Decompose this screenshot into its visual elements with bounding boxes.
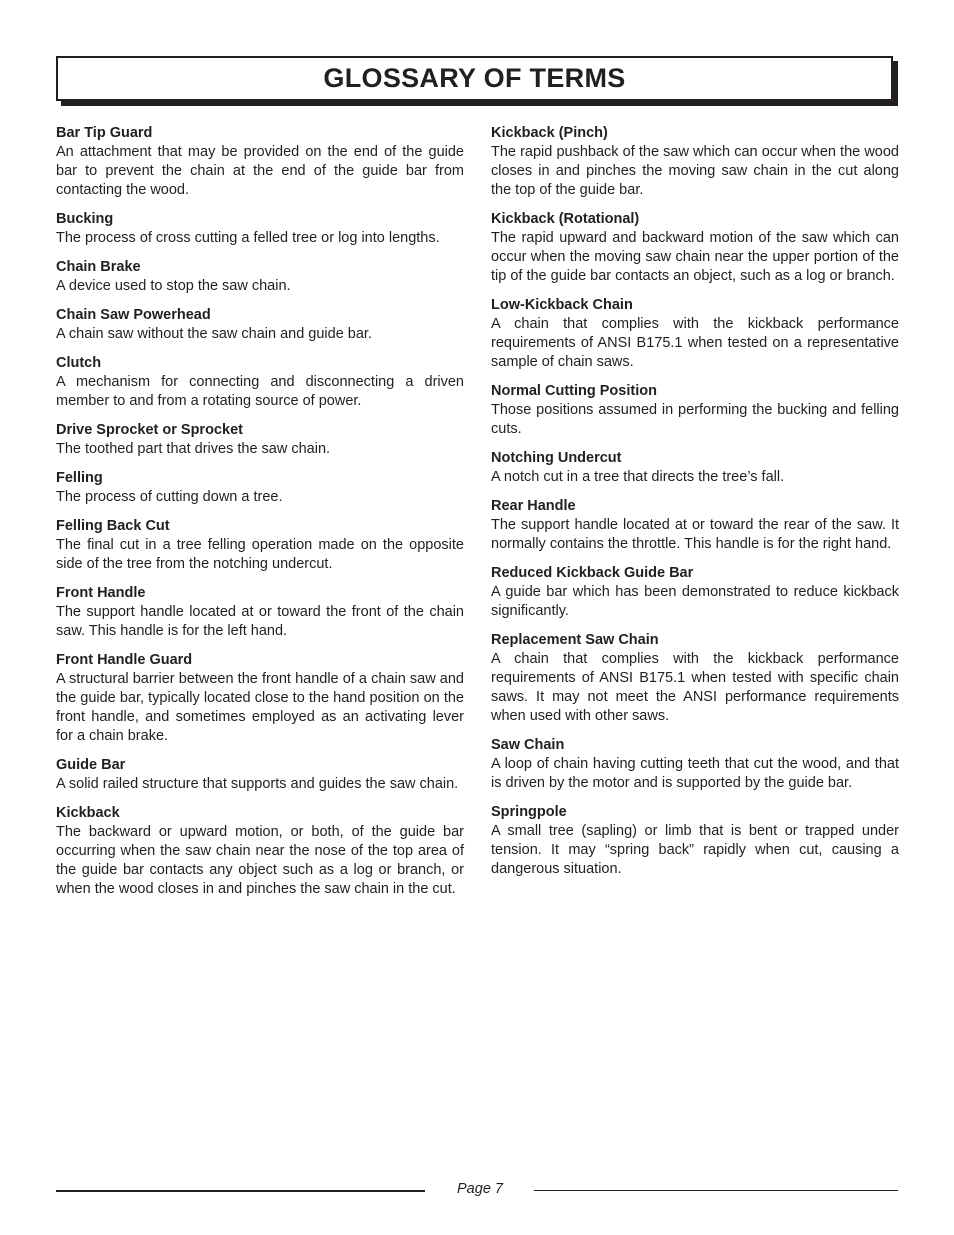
glossary-term: Drive Sprocket or Sprocket [56, 422, 243, 438]
glossary-definition: A device used to stop the saw chain. [56, 278, 291, 294]
glossary-term: Normal Cutting Position [491, 383, 657, 399]
glossary-term: Replacement Saw Chain [491, 632, 659, 648]
glossary-definition: The process of cutting down a tree. [56, 489, 283, 505]
glossary-term: Notching Undercut [491, 450, 622, 466]
glossary-definition: The support handle located at or toward the rear of the saw. It normally contains the throttle. This handle is for the right hand. [491, 517, 899, 552]
glossary-term: Kickback (Rotational) [491, 211, 640, 227]
glossary-term: Bucking [56, 211, 114, 227]
glossary-entry [491, 736, 899, 793]
glossary-entry [491, 497, 899, 554]
glossary-term: Front Handle [56, 585, 146, 601]
glossary-entry [491, 210, 899, 286]
glossary-definition: The toothed part that drives the saw chain. [56, 441, 331, 457]
glossary-definition: A mechanism for connecting and disconnecting a driven member to and from a rotating source of power. [56, 374, 464, 409]
glossary-term: Chain Saw Powerhead [56, 307, 211, 323]
glossary-entry [56, 306, 464, 344]
glossary-entry [491, 124, 899, 200]
glossary-column-left [56, 124, 464, 909]
glossary-definition: A chain saw without the saw chain and guide bar. [56, 326, 372, 342]
glossary-term: Kickback (Pinch) [491, 125, 608, 141]
glossary-definition: The backward or upward motion, or both, of the guide bar occurring when the saw chain near the nose of the top area of the guide bar contacts any object such as a log or branch, or when the wood closes in and pinches the saw chain in the cut. [56, 824, 464, 897]
glossary-entry [56, 354, 464, 411]
glossary-term: Chain Brake [56, 259, 141, 275]
glossary-entry [56, 258, 464, 296]
glossary-term: Clutch [56, 355, 102, 371]
glossary-term: Saw Chain [491, 737, 565, 753]
glossary-entry [56, 421, 464, 459]
footer-rule-right [534, 1190, 898, 1191]
glossary-definition: The rapid upward and backward motion of the saw which can occur when the moving saw chain near the upper portion of the tip of the guide bar contacts an object, such as a log or branch. [491, 230, 899, 284]
glossary-term: Bar Tip Guard [56, 125, 153, 141]
glossary-definition: A notch cut in a tree that directs the tree’s fall. [491, 469, 785, 485]
glossary-entry [56, 517, 464, 574]
page-number: Page 7 [457, 1181, 503, 1197]
glossary-definition: A small tree (sapling) or limb that is bent or trapped under tension. It may “spring back” rapidly when cut, causing a dangerous situation. [491, 823, 899, 877]
glossary-definition: The support handle located at or toward the front of the chain saw. This handle is for the left hand. [56, 604, 464, 639]
glossary-definition: The final cut in a tree felling operation made on the opposite side of the tree from the notching undercut. [56, 537, 464, 572]
glossary-entry [56, 210, 464, 248]
glossary-term: Springpole [491, 804, 567, 820]
glossary-definition: A chain that complies with the kickback performance requirements of ANSI B175.1 when tested with specific chain saws. It may not meet the ANSI performance requirements when used with other saws. [491, 651, 899, 724]
glossary-entry [491, 564, 899, 621]
glossary-definition: Those positions assumed in performing the bucking and felling cuts. [491, 402, 899, 437]
glossary-definition: The process of cross cutting a felled tree or log into lengths. [56, 230, 440, 246]
glossary-column-right [491, 124, 899, 889]
glossary-entry [491, 382, 899, 439]
glossary-entry [56, 651, 464, 746]
glossary-entry [56, 756, 464, 794]
glossary-entry [56, 584, 464, 641]
glossary-term: Front Handle Guard [56, 652, 193, 668]
glossary-term: Rear Handle [491, 498, 576, 514]
glossary-definition: A structural barrier between the front handle of a chain saw and the guide bar, typically located close to the hand position on the front handle, and sometimes employed as an activating lever for a chain brake. [56, 671, 464, 744]
glossary-term: Felling Back Cut [56, 518, 170, 534]
glossary-entry [56, 469, 464, 507]
glossary-entry [491, 631, 899, 726]
glossary-definition: An attachment that may be provided on the end of the guide bar to prevent the chain at the end of the guide bar from contacting the wood. [56, 144, 464, 198]
glossary-entry [56, 124, 464, 200]
glossary-definition: A guide bar which has been demonstrated to reduce kickback significantly. [491, 584, 899, 619]
glossary-term: Felling [56, 470, 103, 486]
page-title: GLOSSARY OF TERMS [323, 63, 626, 93]
glossary-entry [491, 449, 899, 487]
glossary-definition: A chain that complies with the kickback performance requirements of ANSI B175.1 when tested on a representative sample of chain saws. [491, 316, 899, 370]
glossary-definition: The rapid pushback of the saw which can occur when the wood closes in and pinches the moving saw chain in the cut along the top of the guide bar. [491, 144, 899, 198]
glossary-term: Low-Kickback Chain [491, 297, 633, 313]
glossary-term: Reduced Kickback Guide Bar [491, 565, 694, 581]
glossary-term: Guide Bar [56, 757, 126, 773]
glossary-definition: A solid railed structure that supports and guides the saw chain. [56, 776, 459, 792]
glossary-entry [56, 804, 464, 899]
glossary-entry [491, 296, 899, 372]
glossary-term: Kickback [56, 805, 120, 821]
footer-rule-left [56, 1190, 425, 1192]
page-title-banner [56, 56, 893, 101]
glossary-entry [491, 803, 899, 879]
glossary-definition: A loop of chain having cutting teeth that cut the wood, and that is driven by the motor and is supported by the guide bar. [491, 756, 899, 791]
